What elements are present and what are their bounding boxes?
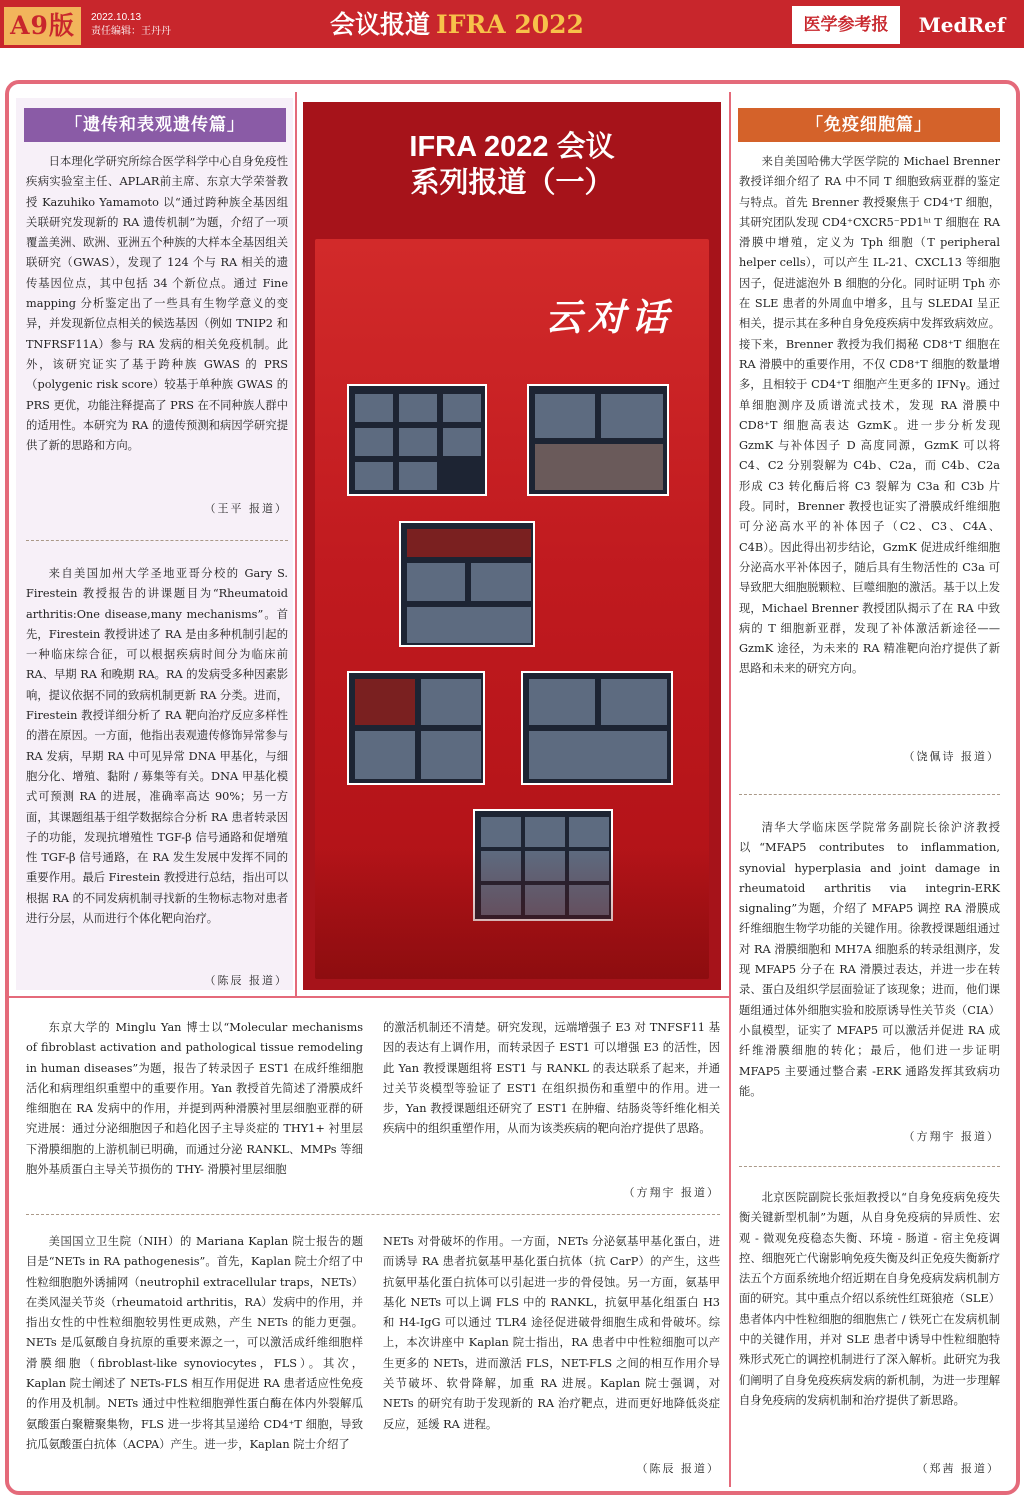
video-conference-collage xyxy=(315,239,709,979)
left-article-2 xyxy=(26,564,288,929)
right-section-heading: 「免疫细胞篇」 xyxy=(738,108,1000,142)
right-article-1 xyxy=(739,152,1000,680)
section-title xyxy=(330,8,680,42)
banner-title xyxy=(303,129,721,201)
dashed-separator xyxy=(26,1214,720,1215)
conference-screenshot xyxy=(399,521,535,647)
left-article-1 xyxy=(26,152,288,456)
reporter-credit: （饶佩诗 报道） xyxy=(903,750,1000,763)
paragraph: 美国国立卫生院（NIH）的 Mariana Kaplan 院士报告的题目是“NETs in RA pathogenesis”。首先，Kaplan 院士介绍了中性粒细胞胞外诱捕网（neutrophil extracellular traps，NETs）在类风湿关节炎（rheumatoid arthritis，RA）发病中的作用，并指出女性的中性粒细胞较男性更成熟，产生 NETs 的能力更强。NETs 是瓜氨酸自身抗原的重要来源之一，可以激活成纤维细胞样滑膜细胞（fibroblast-like synoviocytes，FLS）。其次，Kaplan 院士阐述了 NETs-FLS 相互作用促进 RA 患者适应性免疫的作用及机制。NETs 通过中性粒细胞弹性蛋白酶在体内外裂解瓜氨酸蛋白聚糖聚集物，FLS 进一步将其呈递给 CD4⁺T 细胞，导致抗瓜氨酸蛋白抗体（ACPA）产生。进一步，Kaplan 院士介绍了 xyxy=(26,1235,363,1451)
reporter-credit: （郑茜 报道） xyxy=(916,1462,1000,1475)
paragraph: 日本理化学研究所综合医学科学中心自身免疫性疾病实验室主任、APLAR前主席、东京大学荣誉教授 Kazuhiko Yamamoto 以“通过跨种族全基因组关联研究发现新的 RA 遗传机制”为题，介绍了一项覆盖美洲、欧洲、亚洲五个种族的大样本全基因组关联研究（GWAS），发现了 124 个与 RA 相关的遗传基因位点，其中包括 34 个新位点。通过 Fine mapping 分析鉴定出了一些具有生物学意义的变异，并发现新位点相关的候选基因（例如 TNIP2 和 TNFRSF11A）参与 RA 发病的相关免疫机制。此外，该研究证实了基于跨种族 GWAS 的 PRS（polygenic risk score）较基于单种族 GWAS 的 PRS 更优，功能注释提高了 PRS 在不同种族人群中的适用性。本研究为 RA 的遗传预测和病因学研究提供了新的思路和方向。 xyxy=(26,155,288,453)
bottom-article-2-col2 xyxy=(383,1232,720,1435)
page-number: A9版 xyxy=(4,7,81,45)
right-article-3 xyxy=(739,1188,1000,1411)
divider-left xyxy=(295,92,297,998)
banner-title-line2: 系列报道（一） xyxy=(410,167,614,199)
editor-credit: 责任编辑：王丹丹 xyxy=(91,26,171,37)
reporter-credit: （王平 报道） xyxy=(204,502,288,515)
paragraph: 来自美国加州大学圣地亚哥分校的 Gary S. Firestein 教授报告的讲课题目为“Rheumatoid arthritis:One disease,many mechanisms”。首先，Firestein 教授讲述了 RA 是由多种机制引起的一种临床综合征，可以根据疾病时间分为临床前 RA、早期 RA 和晚期 RA。RA 的发病受多种因素影响，提议依据不同的致病机制更新 RA 分类。进而，Firestein 教授详细分析了 RA 靶向治疗反应多样性的潜在原因。一方面，他指出表观遗传修饰异常参与 RA 发病，早期 RA 中可见异常 DNA 甲基化，与细胞分化、增殖、黏附 / 募集等有关。DNA 甲基化模式可预测 RA 的进展，准确率高达 90%；另一方面，其课题组基于组学数据综合分析 RA 患者转录因子的功能，发现抗增殖性 TGF-β 信号通路和促增殖性 TGF-β 信号通路，在 RA 发生发展中发挥不同的重要作用。最后 Firestein 教授进行总结，指出可以根据 RA 的不同发病机制寻找新的生物标志物对患者进行分层，从而进行个体化靶向治疗。 xyxy=(26,567,288,926)
bottom-article-1-col2 xyxy=(383,1018,720,1140)
conference-screenshot xyxy=(527,384,669,496)
section-title-cn: 会议报道 xyxy=(330,10,431,39)
brand-logo: MedRef xyxy=(918,13,1006,37)
cloud-dialogue-calligraphy: 云对话 xyxy=(545,295,674,339)
dashed-separator xyxy=(739,794,1000,795)
section-title-en: IFRA 2022 xyxy=(436,10,584,39)
conference-screenshot xyxy=(347,384,487,496)
great-wall-decoration xyxy=(315,849,709,979)
reporter-credit: （方翔宇 报道） xyxy=(623,1186,720,1199)
divider-bottom xyxy=(9,996,731,998)
paragraph: 北京医院副院长张烜教授以“自身免疫病免疫失衡关键新型机制”为题，从自身免疫病的异质性、宏观 - 微观免疫稳态失衡、环境 - 肠道 - 宿主免疫调控、细胞死亡代谢影响免疫失衡及纠正免疫失衡新疗法五个方面系统地介绍近期在自身免疫病发病机制方面的研究。其中重点介绍以系统性红斑狼疮（SLE）患者体内中性粒细胞的细胞焦亡 / 铁死亡在发病机制中的关键作用，并对 SLE 患者中诱导中性粒细胞特殊形式死亡的调控机制进行了深入解析。此研究为我们阐明了自身免疫疾病发病的新机制，为进一步理解自身免疫病的发病机制和治疗提供了新思路。 xyxy=(739,1191,1000,1407)
paragraph: 东京大学的 Minglu Yan 博士以“Molecular mechanisms of fibroblast activation and pathological tissue remodeling in human diseases”为题，报告了转录因子 EST1 在成纤维细胞活化和病理组织重塑中的重要作用。Yan 教授首先简述了滑膜成纤维细胞在 RA 发病中的作用，并提到两种滑膜衬里层细胞亚群的研究进展：通过分泌细胞因子和趋化因子主导炎症的 THY1+ 衬里层下滑膜细胞的上游机制已明确，而通过分泌 RANKL、MMPs 等细胞外基质蛋白主导关节损伤的 THY- 滑膜衬里层细胞 xyxy=(26,1021,363,1177)
paragraph: 的激活机制还不清楚。研究发现，远端增强子 E3 对 TNFSF11 基因的表达有上调作用，而转录因子 EST1 可以增强 E3 的活性，因此 Yan 教授课题组将 EST1 与 RANKL 的表达联系了起来，并通过关节炎模型等验证了 EST1 在组织损伤和重塑中的作用。进一步，Yan 教授课题组还研究了 EST1 在肿瘤、结肠炎等纤维化相关疾病中的组织重塑作用，从而为该类疾病的靶向治疗提供了思路。 xyxy=(383,1021,720,1136)
conference-screenshot xyxy=(347,671,485,785)
paragraph: NETs 对骨破坏的作用。一方面，NETs 分泌氨基甲基化蛋白，进而诱导 RA 患者抗氨基甲基化蛋白抗体（抗 CarP）的产生，这些抗氨甲基化蛋白抗体可以引起进一步的骨侵蚀。另一方面，氨基甲基化 NETs 可以上调 FLS 中的 RANKL，抗氨甲基化组蛋白 H3 和 H4-IgG 可以通过 TLR4 途径促进破骨细胞生成和骨破坏。综上，本次讲座中 Kaplan 院士指出，RA 患者中中性粒细胞可以产生更多的 NETs，进而激活 FLS，NET-FLS 之间的相互作用介导关节破坏、软骨降解，加重 RA 进展。Kaplan 院士强调，对 NETs 的研究有助于发现新的 RA 治疗靶点，进而更好地降低炎症反应，延缓 RA 进程。 xyxy=(383,1235,720,1431)
page-header xyxy=(0,0,1024,48)
dashed-separator xyxy=(739,1166,1000,1167)
dashed-separator xyxy=(26,540,288,541)
paragraph: 清华大学临床医学院常务副院长徐沪济教授以“MFAP5 contributes to inflammation, synovial hyperplasia and joint damage in rheumatoid arthritis via integrin-ERK signaling”为题，介绍了 MFAP5 调控 RA 滑膜成纤维细胞生物学功能的关键作用。徐教授课题组通过对 RA 滑膜细胞和 MH7A 细胞系的转录组测序，发现 MFAP5 分子在 RA 滑膜过表达，并进一步在转录、蛋白及组织学层面验证了该现象；进而，他们课题组通过体外细胞实验和胶原诱导性关节炎（CIA）小鼠模型，证实了 MFAP5 可以激活并促进 RA 成纤维滑膜细胞的转化；最后，他们进一步证明 MFAP5 主要通过整合素 -ERK 通路发挥其致病功能。 xyxy=(739,821,1000,1098)
paragraph: 来自美国哈佛大学医学院的 Michael Brenner 教授详细介绍了 RA 中不同 T 细胞致病亚群的鉴定与特点。首先 Brenner 教授聚焦于 CD4⁺T 细胞，其研究团队发现 CD4⁺CXCR5⁻PD1ʰⁱ T 细胞在 RA 滑膜中增殖，定义为 Tph 细胞（T peripheral helper cells），可以产生 IL-21、CXCL13 等细胞因子，促进滤泡外 B 细胞的分化。同时证明 Tph 亦在 SLE 患者的外周血中增多，且与 SLEDAI 呈正相关，提示其在多种自身免疫疾病中发挥致病效应。接下来，Brenner 教授为我们揭秘 CD8⁺T 细胞在 RA 滑膜中的重要作用，不仅 CD8⁺T 细胞的数量增多，且相较于 CD4⁺T 细胞产生更多的 IFNγ。通过单细胞测序及质谱流式技术，发现 RA 滑膜中 CD8⁺T 细胞高表达 GzmK。进一步分析发现 GzmK 与补体因子 D 高度同源，GzmK 可以将 C4、C2 分别裂解为 C4b、C2a，而 C4b、C2a 形成 C3 转化酶后将 C3 裂解为 C3a 和 C3b 片段。同时，Brenner 教授也证实了滑膜成纤维细胞可分泌高水平的补体因子（C2、C3、C4A、C4B）。因此得出初步结论，GzmK 促进成纤维细胞分泌高水平补体因子，随后具有生物活性的 C3a 可导致肥大细胞脱颗粒、巨噬细胞的激活。基于以上发现，Michael Brenner 教授团队揭示了在 RA 中致病的 T 细胞新亚群，发现了补体激活新途径——GzmK 途径，为未来的 RA 精准靶向治疗提供了新思路和未来的研究方向。 xyxy=(739,155,1000,676)
divider-right xyxy=(729,92,731,1487)
header-meta xyxy=(91,11,171,39)
issue-date: 2022.10.13 xyxy=(91,12,142,23)
reporter-credit: （陈辰 报道） xyxy=(636,1462,720,1475)
conference-screenshot xyxy=(521,671,673,785)
banner-title-line1: IFRA 2022 会议 xyxy=(409,131,615,163)
bottom-article-1-col1 xyxy=(26,1018,363,1180)
brand-name: 医学参考报 xyxy=(792,6,900,44)
reporter-credit: （方翔宇 报道） xyxy=(903,1130,1000,1143)
reporter-credit: （陈辰 报道） xyxy=(204,974,288,987)
bottom-article-2-col1 xyxy=(26,1232,363,1455)
right-article-2 xyxy=(739,818,1000,1102)
left-section-heading: 「遗传和表观遗传篇」 xyxy=(24,108,286,142)
feature-banner xyxy=(303,102,721,990)
